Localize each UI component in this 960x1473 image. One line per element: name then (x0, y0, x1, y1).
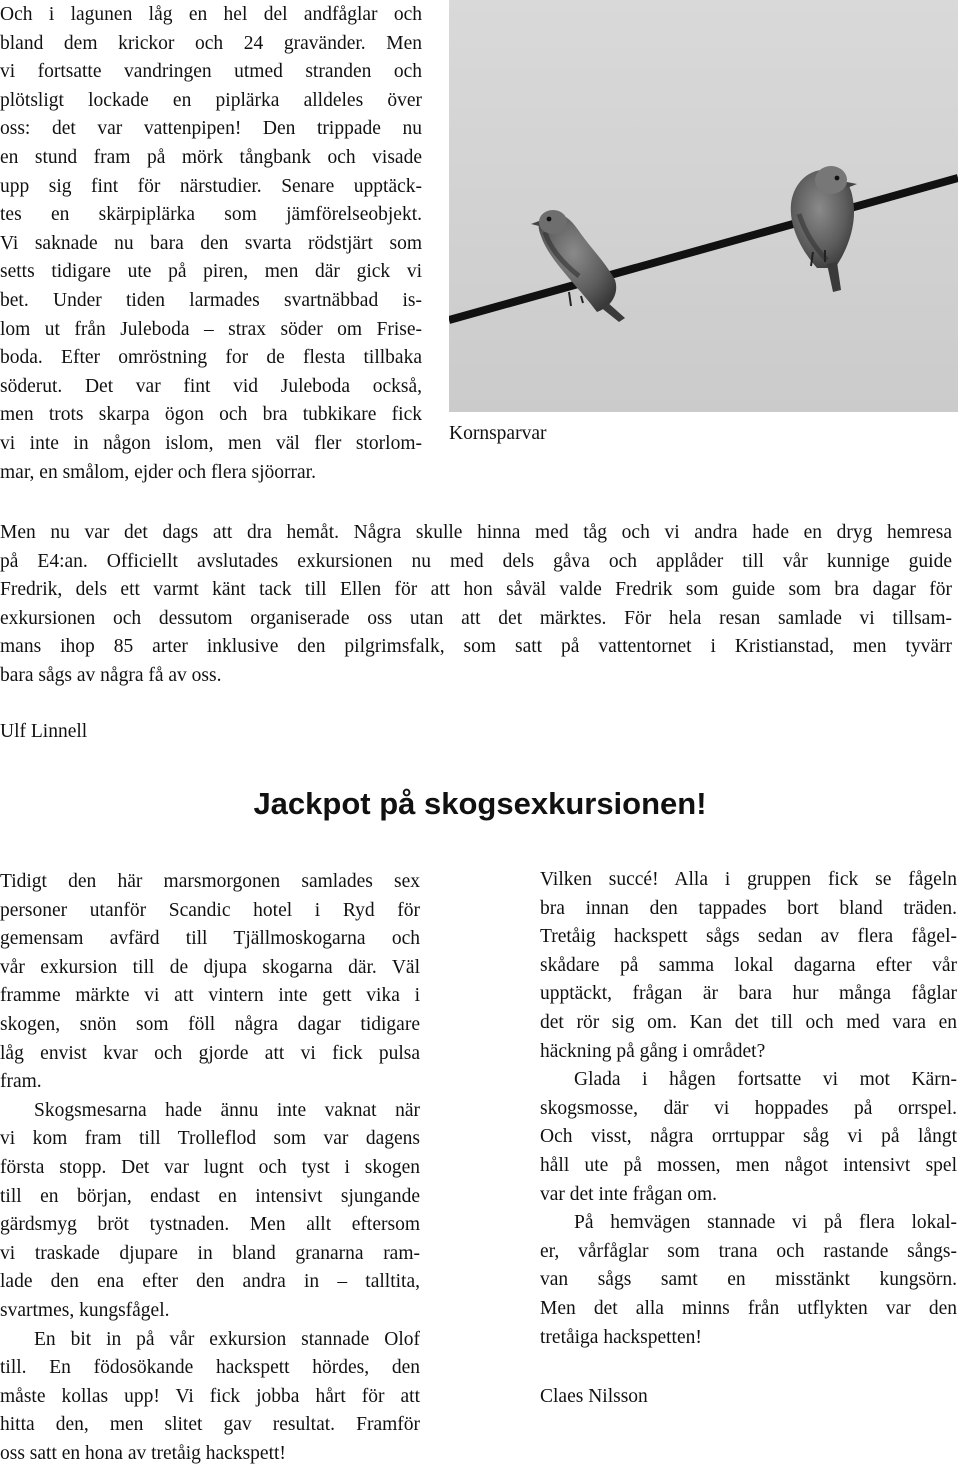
author-signature: Claes Nilsson (540, 1386, 648, 1407)
text-line: exkursionen och dessutom organiserade oss utan att det märktes. För hela resan samlade vi tillsam- (0, 607, 952, 629)
text-line: Fredrik, dels ett varmt känt tack till Ellen för att hon såväl valde Fredrik som guide som bra dagar för (0, 579, 952, 601)
text-line: vi fortsatte vandringen utmed stranden och (0, 61, 422, 83)
intro-paragraph (0, 1, 422, 487)
text-line: plötsligt lockade en piplärka alldeles över (0, 89, 422, 111)
text-line: fram. (0, 1071, 42, 1093)
text-line: lade den ena efter den andra in – talltita, (0, 1271, 420, 1293)
summary-paragraph (0, 519, 952, 691)
text-line: första stopp. Det var lugnt och tyst i skogen (0, 1156, 420, 1178)
right-column (540, 866, 957, 1352)
text-line: tes en skärpiplärka som jämförelseobjekt. (0, 204, 422, 226)
text-line: håll ute på mossen, men något intensivt spel (540, 1154, 957, 1176)
text-line: En bit in på vår exkursion stannade Olof (34, 1328, 420, 1350)
text-line: mar, en smålom, ejder och flera sjöorrar. (0, 461, 316, 483)
text-line: häckning på gång i området? (540, 1040, 766, 1062)
text-line: vi inte in någon islom, men väl fler storlom- (0, 432, 422, 454)
text-line: gemensam avfärd till Tjällmoskogarna och (0, 928, 420, 950)
text-line: en stund fram på mörk tångbank och visade (0, 146, 422, 168)
left-column (0, 868, 420, 1468)
text-line: Tretåig hackspett sågs sedan av flera fågel- (540, 926, 957, 948)
text-line: Tidigt den här marsmorgonen samlades sex (0, 871, 420, 892)
text-line: söderut. Det var fint vid Juleboda också, (0, 375, 422, 397)
text-line: van sågs samt en misstänkt kungsörn. (540, 1269, 957, 1291)
text-line: skådare på samma lokal dagarna efter vår (540, 954, 957, 976)
paragraph (540, 1209, 957, 1352)
text-line: vi traskade djupare in bland granarna ram- (0, 1242, 420, 1264)
text-line: vi kom fram till Trolleflod som var dagens (0, 1128, 420, 1150)
text-line: personer utanför Scandic hotel i Ryd för (0, 899, 420, 921)
text-line: på E4:an. Officiellt avslutades exkursionen nu med dels gåva och applåder till vår kunnige guide (0, 550, 952, 572)
paragraph (0, 868, 420, 1097)
paragraph (540, 866, 957, 1066)
text-line: skogen, snön som föll några dagar tidigare (0, 1013, 420, 1035)
text-line: lom ut från Juleboda – strax söder om Frise- (0, 318, 422, 340)
text-line: oss satt en hona av tretåig hackspett! (0, 1442, 286, 1464)
text-line: Vi saknade nu bara den svarta rödstjärt som (0, 232, 422, 254)
text-line: boda. Efter omröstning for de flesta tillbaka (0, 347, 422, 369)
text-line: bland dem krickor och 24 gravänder. Men (0, 32, 422, 54)
text-line: skogsmosse, där vi hoppades på orrspel. (540, 1097, 957, 1119)
text-line: till. En födosökande hackspett hördes, den (0, 1357, 420, 1379)
text-line: framme märkte vi att vintern inte gett vika i (0, 985, 420, 1007)
text-line: hitta den, men slitet gav resultat. Framför (0, 1414, 420, 1436)
text-line: var det inte frågan om. (540, 1183, 718, 1205)
text-line: setts tidigare ute på piren, men där gick vi (0, 261, 422, 283)
text-line: bara sågs av några få av oss. (0, 664, 222, 686)
text-line: vår exkursion till de djupa skogarna där. Väl (0, 956, 420, 978)
text-line: Och i lagunen låg en hel del andfåglar och (0, 4, 422, 25)
text-line: upptäckt, frågan är bara hur många fåglar (540, 983, 957, 1005)
text-line: Och visst, några orrtuppar såg vi på långt (540, 1126, 957, 1148)
text-line: Skogsmesarna hade ännu inte vaknat när (34, 1099, 420, 1121)
text-line: svartmes, kungsfågel. (0, 1299, 170, 1321)
sky-background (449, 0, 958, 412)
text-line: upp sig fint för närstudier. Senare upptäck- (0, 175, 422, 197)
text-line: till en början, endast en intensivt sjungande (0, 1185, 420, 1207)
paragraph (0, 1326, 420, 1469)
text-line: mans ihop 85 arter inklusive den pilgrimsfalk, som satt på vattentornet i Kristianstad, men tyvärr (0, 636, 952, 658)
birds-photo (449, 0, 958, 412)
paragraph (0, 1097, 420, 1326)
text-line: oss: det var vattenpipen! Den trippade nu (0, 118, 422, 140)
text-line: Vilken succé! Alla i gruppen fick se fågeln (540, 869, 957, 890)
text-line: bet. Under tiden larmades svartnäbbad is- (0, 289, 422, 311)
text-line: måste kollas upp! Vi fick jobba hårt för att (0, 1385, 420, 1407)
paragraph (540, 1066, 957, 1209)
text-line: Men det alla minns från utflykten var den (540, 1297, 957, 1319)
text-line: På hemvägen stannade vi på flera lokal- (574, 1212, 957, 1234)
author-signature: Ulf Linnell (0, 721, 88, 742)
text-line: Glada i hågen fortsatte vi mot Kärn- (574, 1069, 957, 1091)
text-line: låg envist kvar och gjorde att vi fick pulsa (0, 1042, 420, 1064)
text-line: Men nu var det dags att dra hemåt. Några skulle hinna med tåg och vi andra hade en dryg hemresa (0, 522, 952, 543)
text-line: tretåiga hackspetten! (540, 1326, 702, 1348)
photo-caption: Kornsparvar (449, 423, 547, 444)
text-line: gärdsmyg bröt tystnaden. Men allt eftersom (0, 1214, 420, 1236)
text-line: men trots skarpa ögon och bra tubkikare fick (0, 404, 422, 426)
article-headline: Jackpot på skogsexkursionen! (253, 786, 707, 821)
text-line: bra innan den tappades bort bland träden. (540, 897, 957, 919)
text-line: det rör sig om. Kan det till och med vara en (540, 1011, 957, 1033)
text-line: er, vårfåglar som trana och rastande sångs- (540, 1240, 957, 1262)
